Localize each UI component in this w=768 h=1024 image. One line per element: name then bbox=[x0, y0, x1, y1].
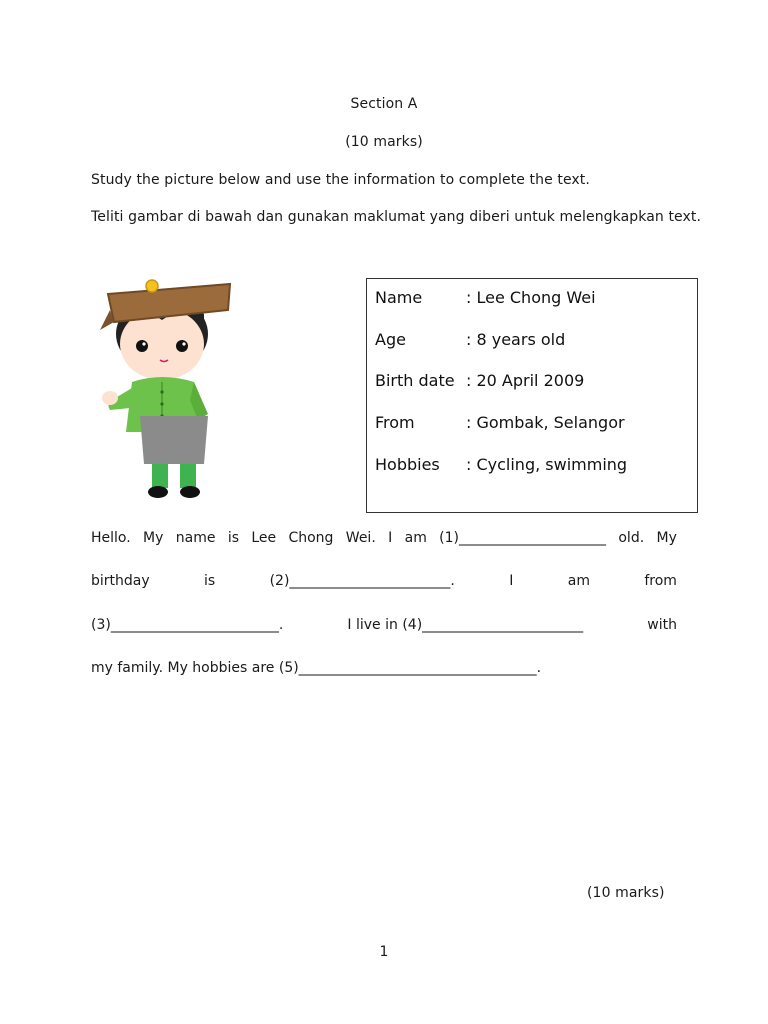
right-eye bbox=[176, 340, 188, 352]
left-leg bbox=[152, 464, 168, 488]
passage-word: with bbox=[647, 617, 677, 633]
profile-value: : 20 April 2009 bbox=[466, 371, 585, 390]
passage-word: I bbox=[509, 573, 514, 589]
left-shoe bbox=[148, 486, 168, 498]
footer-marks: (10 marks) bbox=[587, 885, 665, 901]
passage-line-1 bbox=[91, 530, 677, 546]
section-marks: (10 marks) bbox=[345, 134, 423, 150]
profile-label: Age bbox=[375, 330, 406, 349]
left-hand bbox=[102, 391, 118, 405]
profile-value: : Cycling, swimming bbox=[466, 455, 628, 474]
page-number: 1 bbox=[379, 944, 389, 960]
blank-4-phrase: I live in (4)_______________________ bbox=[347, 617, 584, 633]
grey-sarong bbox=[140, 416, 208, 464]
passage-word: I bbox=[388, 530, 393, 546]
passage-word: old. bbox=[618, 530, 645, 546]
hat-badge bbox=[146, 280, 158, 292]
instruction-english: Study the picture below and use the information to complete the text. bbox=[91, 172, 590, 188]
passage-word: My bbox=[143, 530, 164, 546]
passage-word: from bbox=[644, 573, 677, 589]
profile-label: Name bbox=[375, 288, 423, 307]
passage-word: My bbox=[656, 530, 677, 546]
passage-word: birthday bbox=[91, 573, 150, 589]
profile-label: From bbox=[375, 413, 415, 432]
passage-word: am bbox=[567, 573, 590, 589]
profile-label: Hobbies bbox=[375, 455, 440, 474]
profile-value: : Lee Chong Wei bbox=[466, 288, 596, 307]
passage-line-2 bbox=[91, 573, 677, 589]
left-eye bbox=[136, 340, 148, 352]
blank-2: (2)_______________________. bbox=[269, 573, 455, 589]
blank-1: (1)_____________________ bbox=[439, 530, 607, 546]
passage-word: Hello. bbox=[91, 530, 131, 546]
blank-3: (3)________________________. bbox=[91, 617, 284, 633]
passage-word: name bbox=[175, 530, 216, 546]
passage-line-3 bbox=[91, 617, 677, 633]
section-title: Section A bbox=[350, 96, 418, 112]
passage-word: is bbox=[204, 573, 216, 589]
passage-word: Lee bbox=[251, 530, 277, 546]
profile-label: Birth date bbox=[375, 371, 455, 390]
profile-value: : Gombak, Selangor bbox=[466, 413, 625, 432]
headband-shape bbox=[108, 284, 230, 322]
right-leg bbox=[180, 464, 196, 488]
profile-info-box bbox=[366, 278, 698, 513]
passage-word: Chong bbox=[288, 530, 334, 546]
boy-illustration bbox=[100, 264, 250, 504]
instruction-malay: Teliti gambar di bawah dan gunakan maklumat yang diberi untuk melengkapkan text. bbox=[91, 209, 702, 225]
profile-value: : 8 years old bbox=[466, 330, 566, 349]
passage-word: am bbox=[404, 530, 427, 546]
passage-word: is bbox=[227, 530, 239, 546]
passage-word: Wei. bbox=[345, 530, 376, 546]
right-shoe bbox=[180, 486, 200, 498]
passage-line-4: my family. My hobbies are (5)__________________________________. bbox=[91, 660, 542, 676]
